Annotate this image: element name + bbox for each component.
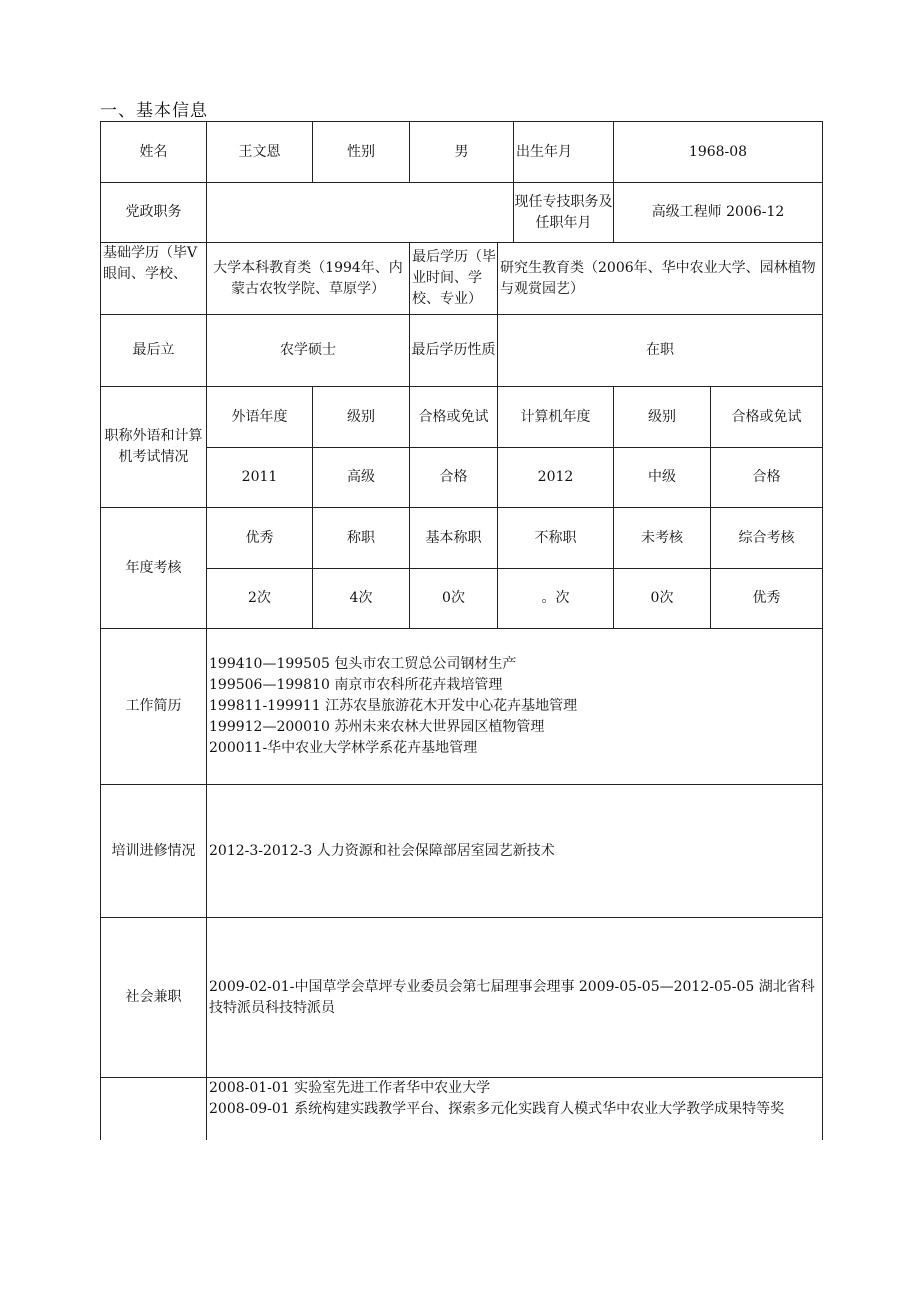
work-history-line: 199912—200010 苏州未来农林大世界园区植物管理 — [209, 719, 545, 735]
exam-value: 合格 — [711, 448, 823, 508]
exam-value: 中级 — [614, 448, 711, 508]
award-line: 2008-01-01 实验室先进工作者华中农业大学 — [209, 1080, 491, 1096]
assessment-value: 0次 — [614, 569, 711, 629]
assessment-value: 4次 — [313, 569, 410, 629]
name-label: 姓名 — [101, 122, 207, 183]
exam-header: 计算机年度 — [498, 387, 614, 448]
name-value: 王文恩 — [207, 122, 313, 183]
party-post-value — [207, 183, 514, 243]
exam-value: 合格 — [410, 448, 498, 508]
awards-value — [207, 1078, 823, 1140]
award-line: 2008-09-01 系统构建实践教学平台、探索多元化实践育人模式华中农业大学教学成果特等奖 — [209, 1101, 785, 1117]
education-nature-value: 在职 — [498, 315, 823, 387]
section-title: 一、基本信息 — [100, 101, 208, 121]
last-education-label: 最后学历（毕业时间、学校、专业） — [410, 243, 498, 315]
work-history-line: 199506—199810 南京市农科所花卉栽培管理 — [209, 677, 503, 693]
exam-header: 合格或免试 — [711, 387, 823, 448]
exam-label: 职称外语和计算机考试情况 — [101, 387, 207, 508]
exam-header: 合格或免试 — [410, 387, 498, 448]
degree-label: 最后立 — [101, 315, 207, 387]
party-post-label: 党政职务 — [101, 183, 207, 243]
work-history-value — [207, 629, 823, 785]
work-history-line: 199811-199911 江苏农垦旅游花木开发中心花卉基地管理 — [209, 698, 578, 714]
assessment-header: 不称职 — [498, 508, 614, 569]
work-history-label: 工作简历 — [101, 629, 207, 785]
assessment-value: 优秀 — [711, 569, 823, 629]
first-education-value: 大学本科教育类（1994年、内蒙古农牧学院、草原学） — [207, 243, 410, 315]
social-role-label: 社会兼职 — [101, 918, 207, 1078]
assessment-header: 未考核 — [614, 508, 711, 569]
birth-value: 1968-08 — [614, 122, 823, 183]
assessment-header: 称职 — [313, 508, 410, 569]
social-role-value: 2009-02-01-中国草学会草坪专业委员会第七届理事会理事 2009-05-05—2012-05-05 湖北省科技特派员科技特派员 — [207, 918, 823, 1078]
assessment-header: 综合考核 — [711, 508, 823, 569]
assessment-label: 年度考核 — [101, 508, 207, 629]
work-history-line: 200011-华中农业大学林学系花卉基地管理 — [209, 740, 478, 756]
degree-value: 农学硕士 — [207, 315, 410, 387]
tech-title-label: 现任专技职务及任职年月 — [514, 183, 614, 243]
awards-label — [101, 1078, 207, 1140]
birth-label: 出生年月 — [514, 122, 614, 183]
first-education-label: 基础学历（毕V眼间、学校、 — [101, 243, 207, 315]
exam-header: 外语年度 — [207, 387, 313, 448]
work-history-line: 199410—199505 包头市农工贸总公司钢材生产 — [209, 656, 517, 672]
gender-label: 性别 — [313, 122, 410, 183]
assessment-header: 优秀 — [207, 508, 313, 569]
education-nature-label: 最后学历性质 — [410, 315, 498, 387]
exam-header: 级别 — [614, 387, 711, 448]
last-education-value: 研究生教育类（2006年、华中农业大学、园林植物与观赏园艺） — [498, 243, 823, 315]
basic-info-table — [100, 121, 823, 1140]
assessment-value: 2次 — [207, 569, 313, 629]
exam-value: 2011 — [207, 448, 313, 508]
training-value: 2012-3-2012-3 人力资源和社会保障部居室园艺新技术 — [207, 785, 823, 918]
training-label: 培训进修情况 — [101, 785, 207, 918]
exam-value: 2012 — [498, 448, 614, 508]
tech-title-value: 高级工程师 2006-12 — [614, 183, 823, 243]
assessment-header: 基本称职 — [410, 508, 498, 569]
exam-value: 高级 — [313, 448, 410, 508]
assessment-value: 。次 — [498, 569, 614, 629]
gender-value: 男 — [410, 122, 514, 183]
exam-header: 级别 — [313, 387, 410, 448]
assessment-value: 0次 — [410, 569, 498, 629]
